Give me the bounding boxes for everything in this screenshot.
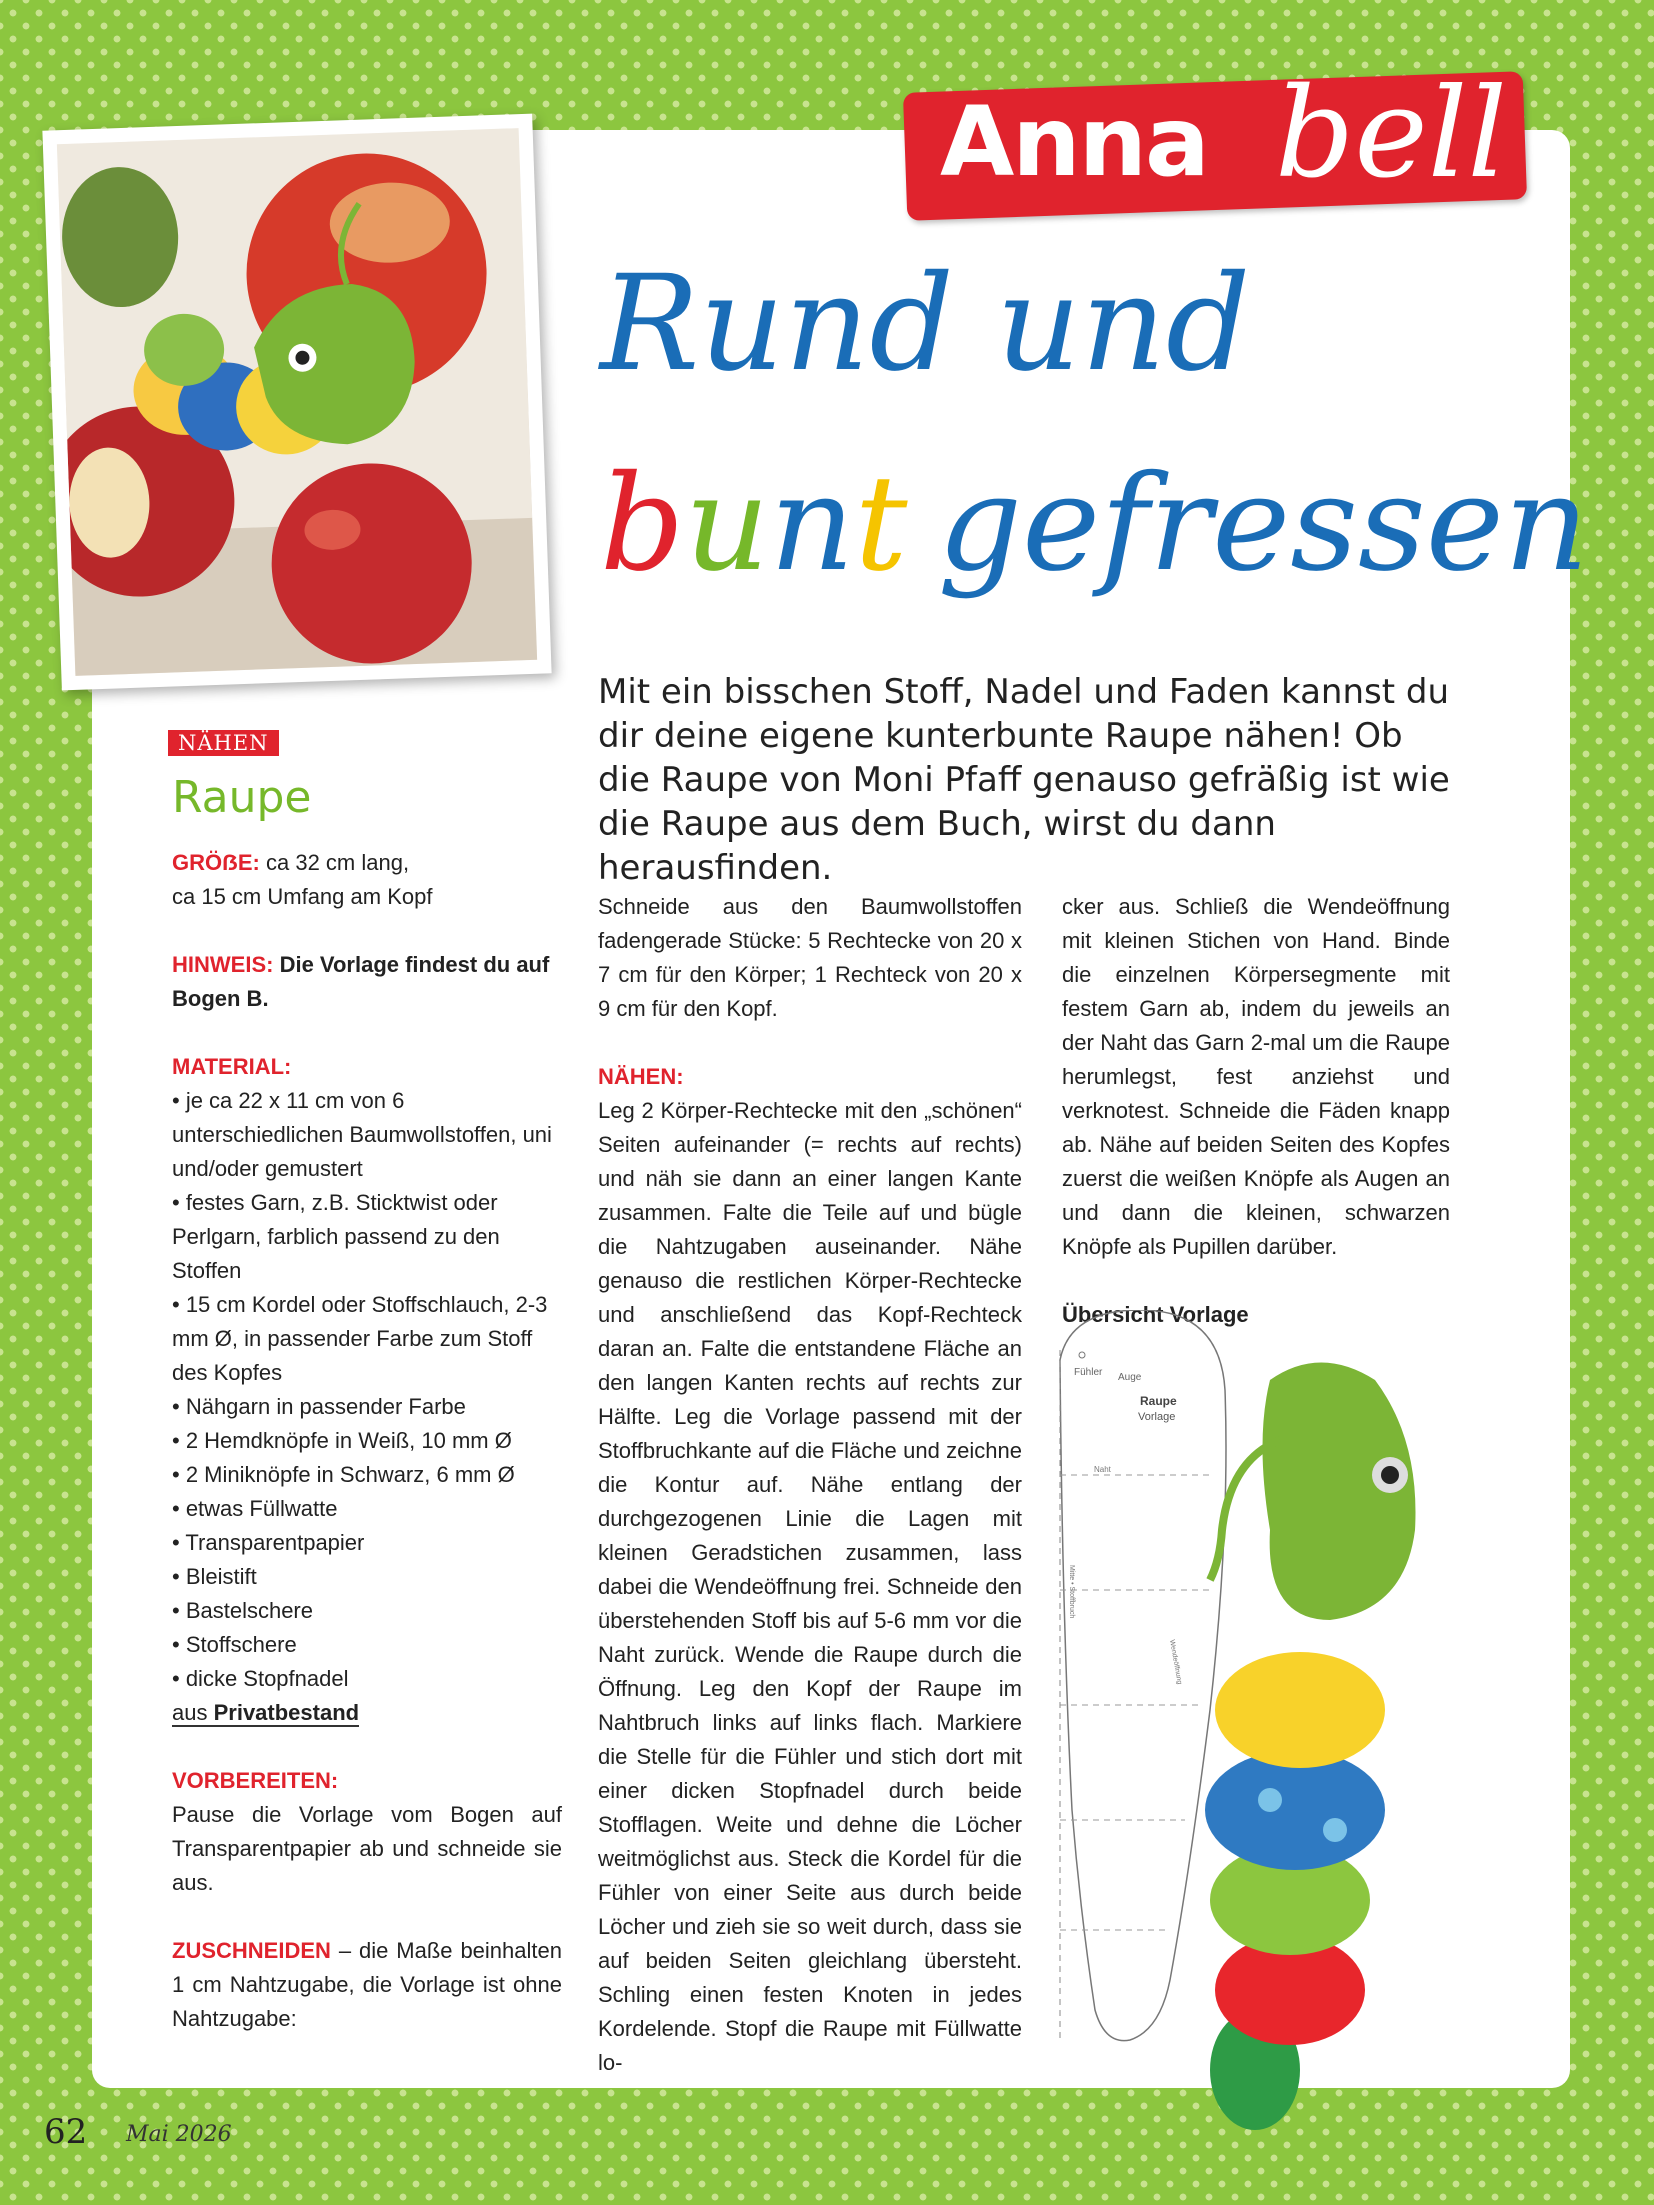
template-seam-label: Naht: [1094, 1465, 1111, 1474]
intro-text: Mit ein bisschen Stoff, Nadel und Faden kannst du dir deine eigene kunterbunte Raupe nähen! Ob die Raupe von Moni Pfaff genauso gefräßig ist wie die Raupe aus dem Buch, wirst du dann herausfinden.: [598, 672, 1450, 888]
caterpillar-illustration: [1150, 1330, 1430, 2130]
material-item: • 2 Miniknöpfe in Schwarz, 6 mm Ø: [172, 1462, 515, 1487]
template-opening-label: Wendeöffnung: [1168, 1639, 1183, 1685]
column-1: [172, 846, 562, 2036]
caterpillar-apple-photo: [57, 128, 537, 676]
template-feeler-label: Fühler: [1074, 1367, 1103, 1378]
hint-label: HINWEIS:: [172, 952, 274, 977]
material-item: • Bleistift: [172, 1564, 257, 1589]
project-title: Raupe: [172, 772, 312, 823]
material-footer: [172, 1700, 359, 1727]
material-item: • 15 cm Kordel oder Stoffschlauch, 2-3 mm Ø, in passender Farbe zum Stoff des Kopfes: [172, 1292, 548, 1385]
material-item: • Stoffschere: [172, 1632, 297, 1657]
template-subtitle: Vorlage: [1138, 1411, 1176, 1423]
material-item: • festes Garn, z.B. Sticktwist oder Perlgarn, farblich passend zu den Stoffen: [172, 1190, 500, 1283]
material-item: • etwas Füllwatte: [172, 1496, 338, 1521]
material-list: [172, 1084, 562, 1696]
cut-text: – die Maße beinhalten 1 cm Nahtzugabe, die Vorlage ist ohne Nahtzugabe:: [172, 1938, 562, 2031]
headline-letter: b: [600, 447, 685, 601]
photo-illustration: [57, 128, 537, 676]
size-line1: ca 32 cm lang,: [265, 850, 410, 875]
column-2: [598, 890, 1022, 2080]
prepare-label: VORBEREITEN:: [172, 1768, 339, 1793]
sew-label: NÄHEN:: [598, 1064, 684, 1089]
sew-text-part2: cker aus. Schließ die Wendeöffnung mit kleinen Stichen von Hand. Binde die einzelnen Körpersegmente mit festem Garn ab, indem du jeweils an der Naht das Garn 2-mal um die Raupe herumlegst, fest anziehst und verknotest. Schneide die Fäden knapp ab. Nähe auf beiden Seiten des Kopfes zuerst die weißen Knöpfe als Augen an und dann die kleinen, schwarzen Knöpfe als Pupillen darüber.: [1062, 894, 1450, 1259]
prepare-text: Pause die Vorlage vom Bogen auf Transparentpapier ab und schneide sie aus.: [172, 1802, 562, 1895]
material-footer-pre: aus: [172, 1700, 214, 1725]
headline-letter: n: [769, 447, 855, 601]
category-tag: NÄHEN: [168, 730, 279, 756]
material-item: • je ca 22 x 11 cm von 6 unterschiedlichen Baumwollstoffen, uni und/oder gemustert: [172, 1088, 552, 1181]
cut-instructions: Schneide aus den Baumwollstoffen fadengerade Stücke: 5 Rechtecke von 20 x 7 cm für den Körper; 1 Rechteck von 20 x 9 cm für den Kopf.: [598, 894, 1022, 1021]
template-title: Raupe: [1140, 1394, 1177, 1408]
headline-line1: Rund und: [600, 247, 1251, 401]
material-item: • Bastelschere: [172, 1598, 313, 1623]
material-item: • 2 Hemdknöpfe in Weiß, 10 mm Ø: [172, 1428, 512, 1453]
headline-letter: u: [684, 447, 770, 601]
material-item: • Transparentpapier: [172, 1530, 365, 1555]
issue-date: Mai 2026: [126, 2122, 232, 2147]
sew-text-part1: Leg 2 Körper-Rechtecke mit den „schönen“ Seiten aufeinander (= rechts auf rechts) und näh sie dann an einer langen Kante zusammen. Falte die Teile auf und bügle die Nahtzugaben auseinander. Nähe genauso die restlichen Körper-Rechtecke und anschließend das Kopf-Rechteck daran an. Falte die entstandene Fläche an den langen Kanten rechts auf rechts zur Hälfte. Leg die Vorlage passend mit der Stoffbruchkante auf die Fläche und zeichne die Kontur auf. Nähe entlang der durchgezogenen Linie die Lagen mit kleinen Geradstichen zusammen, lass dabei die Wendeöffnung frei. Schneide den überstehenden Stoff bis auf 5-6 mm vor die Naht zurück. Wende die Raupe durch die Öffnung. Leg den Kopf der Raupe im Nahtbruch links auf links flach. Markiere die Stelle für die Fühler und stich dort mit einer dicken Stopfnadel durch beide Stofflagen. Weite und dehne die Löcher weitmöglichst aus. Steck die Kordel für die Fühler von einer Seite aus durch beide Löcher und zieh sie so weit durch, dass sie auf beiden Seiten gleichlang übersteht. Schling einen festen Knoten in jedes Kordelende. Stopf die Raupe mit Füllwatte lo-: [598, 1098, 1022, 2075]
material-label: MATERIAL:: [172, 1054, 292, 1079]
logo-bell: bell: [1275, 62, 1508, 206]
headline-line2: [600, 447, 1589, 601]
material-item: • dicke Stopfnadel: [172, 1666, 349, 1691]
photo-frame: [42, 114, 551, 691]
headline-colored-letters: [600, 447, 908, 601]
headline-word-gefressen: gefressen: [937, 447, 1589, 601]
page-number: 62: [44, 2112, 88, 2152]
overview-label: Übersicht Vorlage: [1062, 1302, 1249, 1327]
cut-label: ZUSCHNEIDEN: [172, 1938, 331, 1963]
size-line2: ca 15 cm Umfang am Kopf: [172, 884, 433, 909]
template-eye-label: Auge: [1118, 1372, 1142, 1383]
size-label: GRÖẞE:: [172, 850, 260, 875]
material-item: • Nähgarn in passender Farbe: [172, 1394, 466, 1419]
template-fold-label: Mitte • Stoffbruch: [1068, 1565, 1075, 1619]
material-footer-bold: Privatbestand: [213, 1700, 360, 1725]
column-3: [1062, 890, 1450, 1332]
headline-letter: t: [854, 447, 908, 601]
hint-text: Die Vorlage findest du auf Bogen B.: [172, 952, 550, 1011]
logo-anna: Anna: [940, 86, 1208, 198]
